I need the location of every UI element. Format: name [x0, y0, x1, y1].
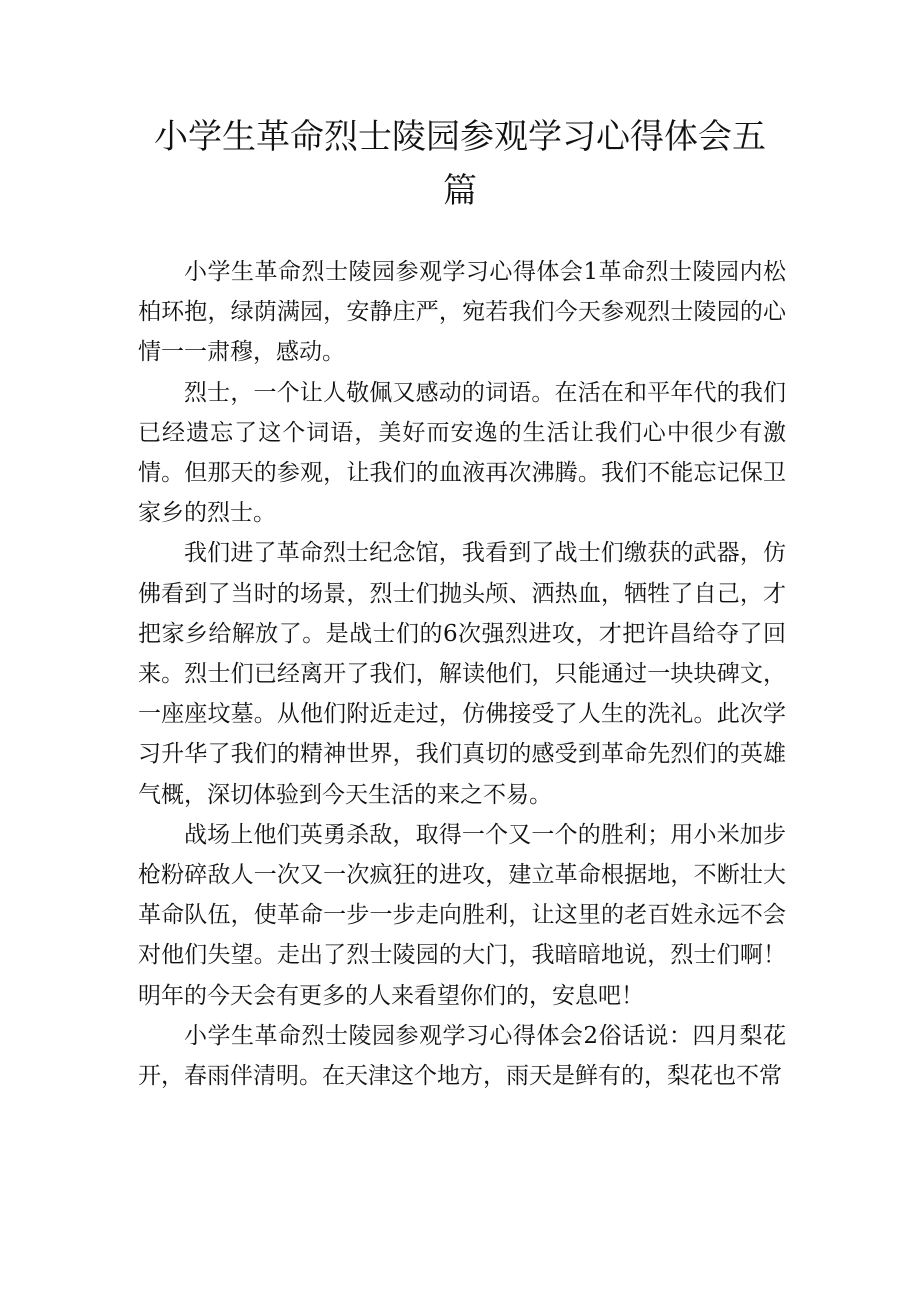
- document-title: 小学生革命烈士陵园参观学习心得体会五篇: [154, 117, 766, 211]
- paragraph: 小学生革命烈士陵园参观学习心得体会2俗话说：四月梨花开，春雨伴清明。在天津这个地方，雨天是鲜有的，梨花也不常: [138, 1022, 786, 1090]
- paragraph: 我们进了革命烈士纪念馆，我看到了战士们缴获的武器，仿佛看到了当时的场景，烈士们抛头颅、洒热血，牺牲了自己，才把家乡给解放了。是战士们的6次强烈进攻，才把许昌给夺了回来。烈士们已经离开了我们，解读他们，只能通过一块块碑文，一座座坟墓。从他们附近走过，仿佛接受了人生的洗礼。此次学习升华了我们的精神世界，我们真切的感受到革命先烈们的英雄气概，深切体验到今天生活的来之不易。: [138, 540, 786, 808]
- paragraph: 战场上他们英勇杀敌，取得一个又一个的胜利；用小米加步枪粉碎敌人一次又一次疯狂的进攻，建立革命根据地，不断壮大革命队伍，使革命一步一步走向胜利，让这里的老百姓永远不会对他们失望。走出了烈士陵园的大门，我暗暗地说，烈士们啊！明年的今天会有更多的人来看望你们的，安息吧！: [138, 821, 786, 1009]
- paragraph: 小学生革命烈士陵园参观学习心得体会1革命烈士陵园内松柏环抱，绿荫满园，安静庄严，宛若我们今天参观烈士陵园的心情一一肃穆，感动。: [138, 259, 786, 366]
- paragraph: 烈士，一个让人敬佩又感动的词语。在活在和平年代的我们已经遗忘了这个词语，美好而安逸的生活让我们心中很少有激情。但那天的参观，让我们的血液再次沸腾。我们不能忘记保卫家乡的烈士。: [138, 379, 786, 527]
- document-body: [138, 252, 786, 1096]
